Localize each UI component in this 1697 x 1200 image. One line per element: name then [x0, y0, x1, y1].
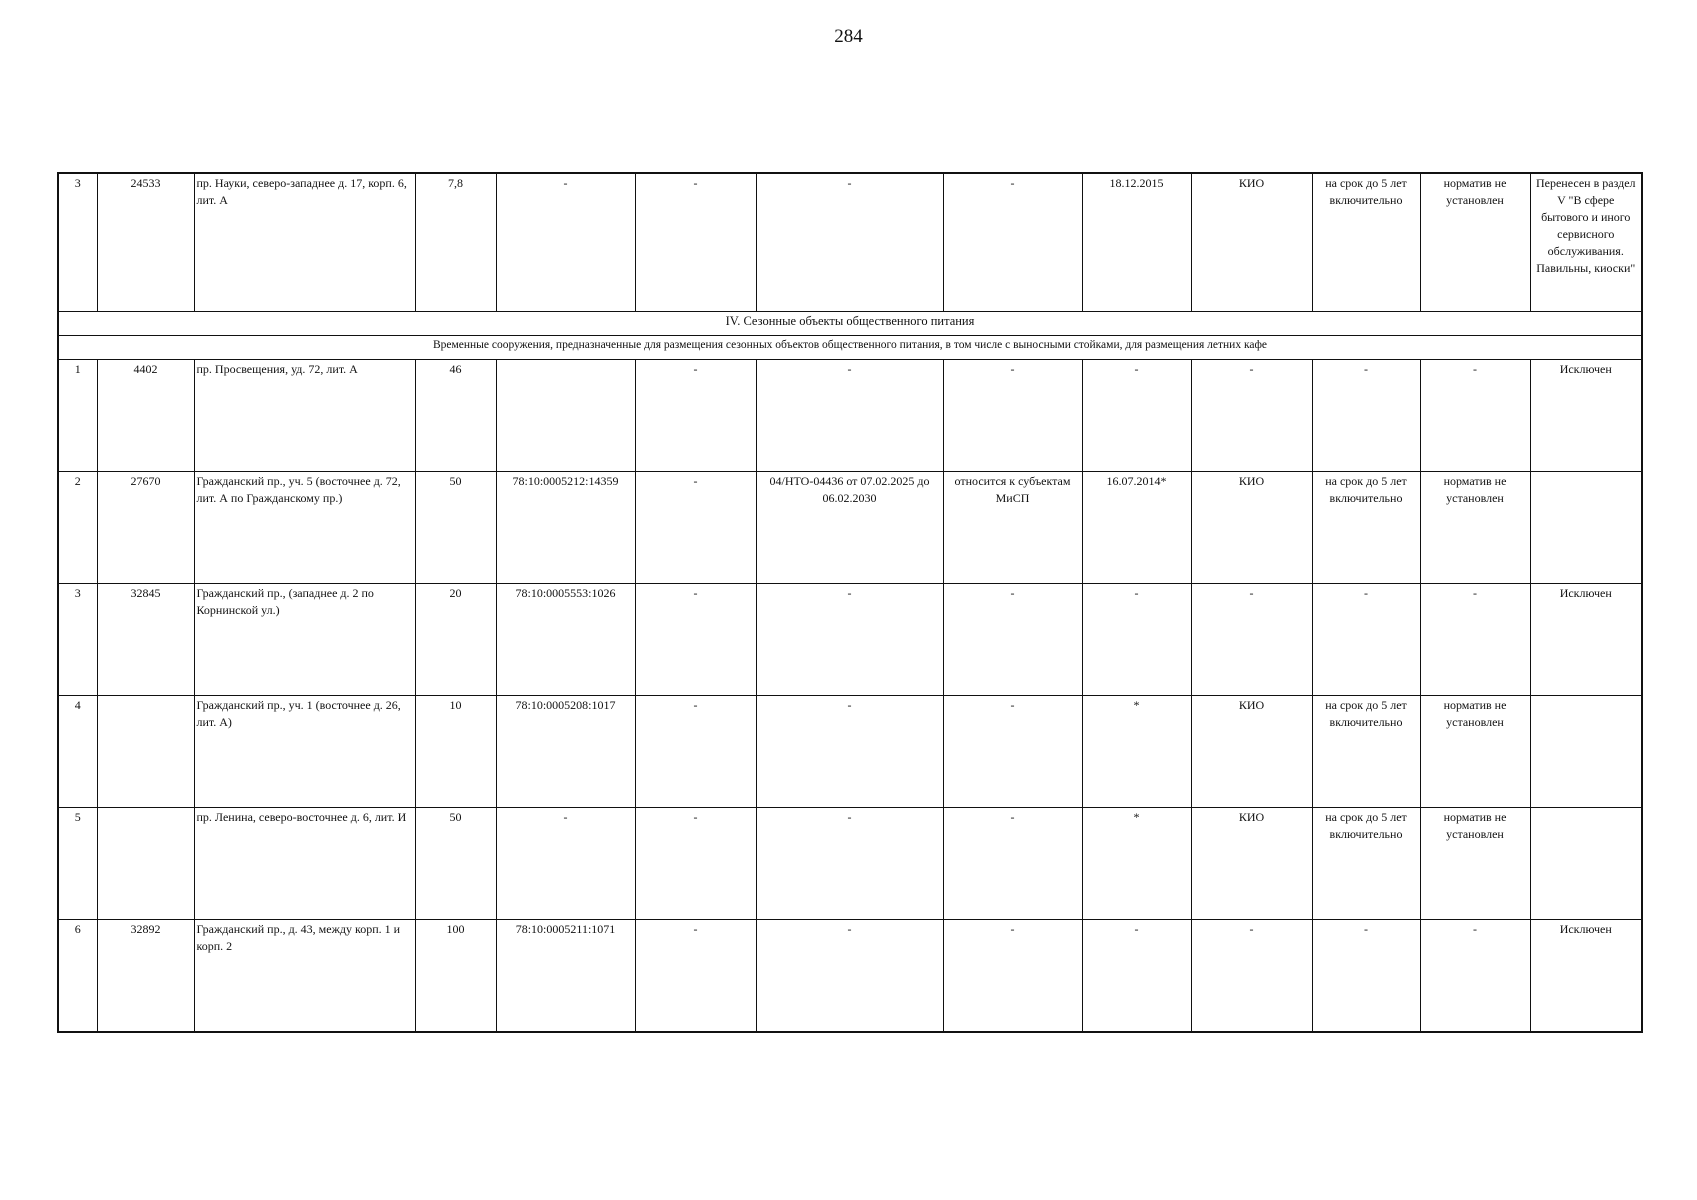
cell-term: на срок до 5 лет включительно — [1312, 173, 1420, 312]
cell-address: Гражданский пр., (западнее д. 2 по Корнинской ул.) — [194, 584, 415, 696]
cell-cadastral: - — [496, 173, 635, 312]
cell-area: 100 — [415, 920, 496, 1033]
cell-note: Исключен — [1530, 360, 1642, 472]
table-row — [58, 360, 1642, 472]
cell-contract: - — [756, 584, 943, 696]
subsection-row — [58, 336, 1642, 360]
cell-date: - — [1082, 584, 1191, 696]
cell-term: на срок до 5 лет включительно — [1312, 696, 1420, 808]
cell-date: - — [1082, 920, 1191, 1033]
cell-cadastral — [496, 360, 635, 472]
cell-cadastral: - — [496, 808, 635, 920]
cell-cadastral: 78:10:0005211:1071 — [496, 920, 635, 1033]
cell-id: 27670 — [97, 472, 194, 584]
cell-contract: - — [756, 360, 943, 472]
cell-note: Исключен — [1530, 920, 1642, 1033]
cell-note: Перенесен в раздел V "В сфере бытового и иного сервисного обслуживания. Павильны, киоски" — [1530, 173, 1642, 312]
cell-authority: - — [1191, 920, 1312, 1033]
cell-address: Гражданский пр., уч. 1 (восточнее д. 26, лит. А) — [194, 696, 415, 808]
cell-number: 3 — [58, 584, 97, 696]
section-row — [58, 312, 1642, 336]
cell-smb: - — [943, 696, 1082, 808]
cell-date: 16.07.2014* — [1082, 472, 1191, 584]
cell-authority: - — [1191, 584, 1312, 696]
cell-id: 32892 — [97, 920, 194, 1033]
cell-norm: норматив не установлен — [1420, 472, 1530, 584]
cell-id — [97, 696, 194, 808]
cell-number: 5 — [58, 808, 97, 920]
cell-address: Гражданский пр., д. 43, между корп. 1 и корп. 2 — [194, 920, 415, 1033]
cell-note — [1530, 696, 1642, 808]
cell-date: * — [1082, 808, 1191, 920]
cell-address: Гражданский пр., уч. 5 (восточнее д. 72, лит. А по Гражданскому пр.) — [194, 472, 415, 584]
cell-smb: - — [943, 920, 1082, 1033]
cell-norm: норматив не установлен — [1420, 808, 1530, 920]
cell-col6: - — [635, 696, 756, 808]
cell-note: Исключен — [1530, 584, 1642, 696]
cell-note — [1530, 472, 1642, 584]
cell-note — [1530, 808, 1642, 920]
cell-norm: - — [1420, 584, 1530, 696]
cell-term: - — [1312, 360, 1420, 472]
cell-address: пр. Ленина, северо-восточнее д. 6, лит. И — [194, 808, 415, 920]
cell-authority: КИО — [1191, 472, 1312, 584]
cell-authority: КИО — [1191, 696, 1312, 808]
table-row — [58, 696, 1642, 808]
cell-col6: - — [635, 360, 756, 472]
cell-area: 7,8 — [415, 173, 496, 312]
cell-id: 4402 — [97, 360, 194, 472]
table-row — [58, 173, 1642, 312]
cell-area: 46 — [415, 360, 496, 472]
cell-number: 4 — [58, 696, 97, 808]
cell-term: - — [1312, 920, 1420, 1033]
cell-id — [97, 808, 194, 920]
cell-cadastral: 78:10:0005208:1017 — [496, 696, 635, 808]
cell-cadastral: 78:10:0005553:1026 — [496, 584, 635, 696]
cell-contract: - — [756, 696, 943, 808]
cell-address: пр. Просвещения, уд. 72, лит. А — [194, 360, 415, 472]
cell-smb: - — [943, 808, 1082, 920]
cell-col6: - — [635, 584, 756, 696]
page-number: 284 — [834, 26, 863, 47]
cell-smb: относится к субъектам МиСП — [943, 472, 1082, 584]
cell-contract: - — [756, 173, 943, 312]
cell-cadastral: 78:10:0005212:14359 — [496, 472, 635, 584]
cell-id: 24533 — [97, 173, 194, 312]
cell-area: 10 — [415, 696, 496, 808]
cell-term: на срок до 5 лет включительно — [1312, 808, 1420, 920]
cell-contract: - — [756, 808, 943, 920]
cell-authority: КИО — [1191, 173, 1312, 312]
table-row — [58, 920, 1642, 1033]
cell-number: 6 — [58, 920, 97, 1033]
cell-date: * — [1082, 696, 1191, 808]
cell-smb: - — [943, 584, 1082, 696]
cell-date: 18.12.2015 — [1082, 173, 1191, 312]
cell-number: 3 — [58, 173, 97, 312]
cell-term: на срок до 5 лет включительно — [1312, 472, 1420, 584]
cell-smb: - — [943, 360, 1082, 472]
cell-norm: норматив не установлен — [1420, 173, 1530, 312]
table-row — [58, 472, 1642, 584]
cell-smb: - — [943, 173, 1082, 312]
cell-address: пр. Науки, северо-западнее д. 17, корп. 6, лит. А — [194, 173, 415, 312]
cell-number: 1 — [58, 360, 97, 472]
cell-norm: - — [1420, 920, 1530, 1033]
cell-authority: - — [1191, 360, 1312, 472]
cell-number: 2 — [58, 472, 97, 584]
table-row — [58, 584, 1642, 696]
cell-authority: КИО — [1191, 808, 1312, 920]
section-title: IV. Сезонные объекты общественного питания — [58, 312, 1642, 336]
cell-area: 50 — [415, 808, 496, 920]
table-row — [58, 808, 1642, 920]
cell-col6: - — [635, 472, 756, 584]
register-table — [57, 172, 1643, 1033]
cell-col6: - — [635, 920, 756, 1033]
cell-norm: норматив не установлен — [1420, 696, 1530, 808]
cell-col6: - — [635, 808, 756, 920]
cell-contract: - — [756, 920, 943, 1033]
subsection-title: Временные сооружения, предназначенные для размещения сезонных объектов общественного питания, в том числе с выносными стойками, для размещения летних кафе — [58, 336, 1642, 360]
cell-area: 20 — [415, 584, 496, 696]
cell-contract: 04/НТО-04436 от 07.02.2025 до 06.02.2030 — [756, 472, 943, 584]
cell-norm: - — [1420, 360, 1530, 472]
cell-col6: - — [635, 173, 756, 312]
cell-date: - — [1082, 360, 1191, 472]
cell-term: - — [1312, 584, 1420, 696]
cell-area: 50 — [415, 472, 496, 584]
cell-id: 32845 — [97, 584, 194, 696]
